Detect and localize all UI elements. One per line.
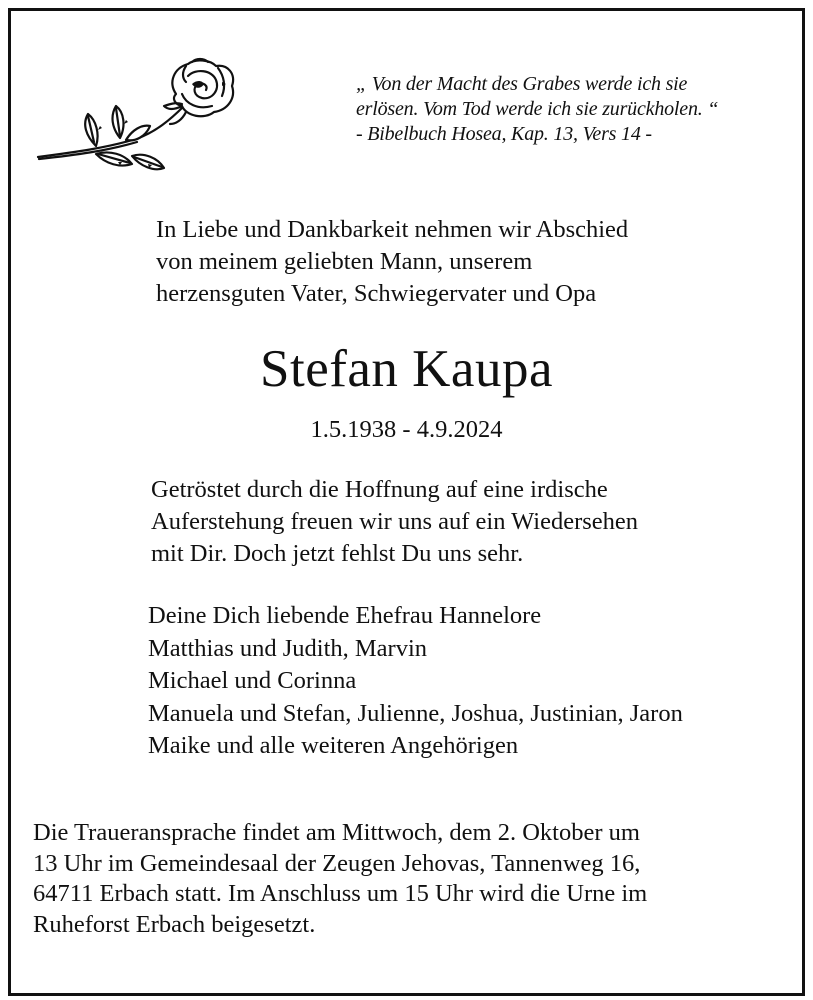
service-line: Ruheforst Erbach beigesetzt. [33,910,316,938]
hope-line: Getröstet durch die Hoffnung auf eine irdische [151,476,608,503]
mourner-line: Matthias und Judith, Marvin [148,634,428,662]
life-dates: 1.5.1938 - 4.9.2024 [310,416,503,443]
mourner-line: Deine Dich liebende Ehefrau Hannelore [148,602,542,629]
mourner-line: Michael und Corinna [148,667,357,694]
rose-icon [36,54,242,184]
mourner-line: Manuela und Stefan, Julienne, Joshua, Justinian, Jaron [148,699,683,727]
service-line: 64711 Erbach statt. Im Anschluss um 15 Uhr wird die Urne im [33,880,648,907]
intro-line: von meinem geliebten Mann, unserem [156,248,533,275]
farewell-intro [156,214,756,310]
hope-line: Auferstehung freuen wir uns auf ein Wiedersehen [151,508,639,535]
intro-line: herzensguten Vater, Schwiegervater und Opa [156,280,597,307]
hope-line: mit Dir. Doch jetzt fehlst Du uns sehr. [151,540,524,567]
quote-line: „ Von der Macht des Grabes werde ich sie [356,73,688,95]
deceased-name: Stefan Kaupa [260,340,553,398]
quote-source: - Bibelbuch Hosea, Kap. 13, Vers 14 - [356,123,652,145]
mourner-line: Maike und alle weiteren Angehörigen [148,732,519,759]
mourners-list [148,600,788,763]
service-line: 13 Uhr im Gemeindesaal der Zeugen Jehovas, Tannenweg 16, [33,849,641,877]
service-line: Die Traueransprache findet am Mittwoch, dem 2. Oktober um [33,819,640,846]
service-info [33,818,793,940]
hope-message [151,474,771,570]
intro-line: In Liebe und Dankbarkeit nehmen wir Abschied [156,216,629,243]
bible-quote [356,72,776,147]
quote-line: erlösen. Vom Tod werde ich sie zurückholen. “ [356,98,719,120]
